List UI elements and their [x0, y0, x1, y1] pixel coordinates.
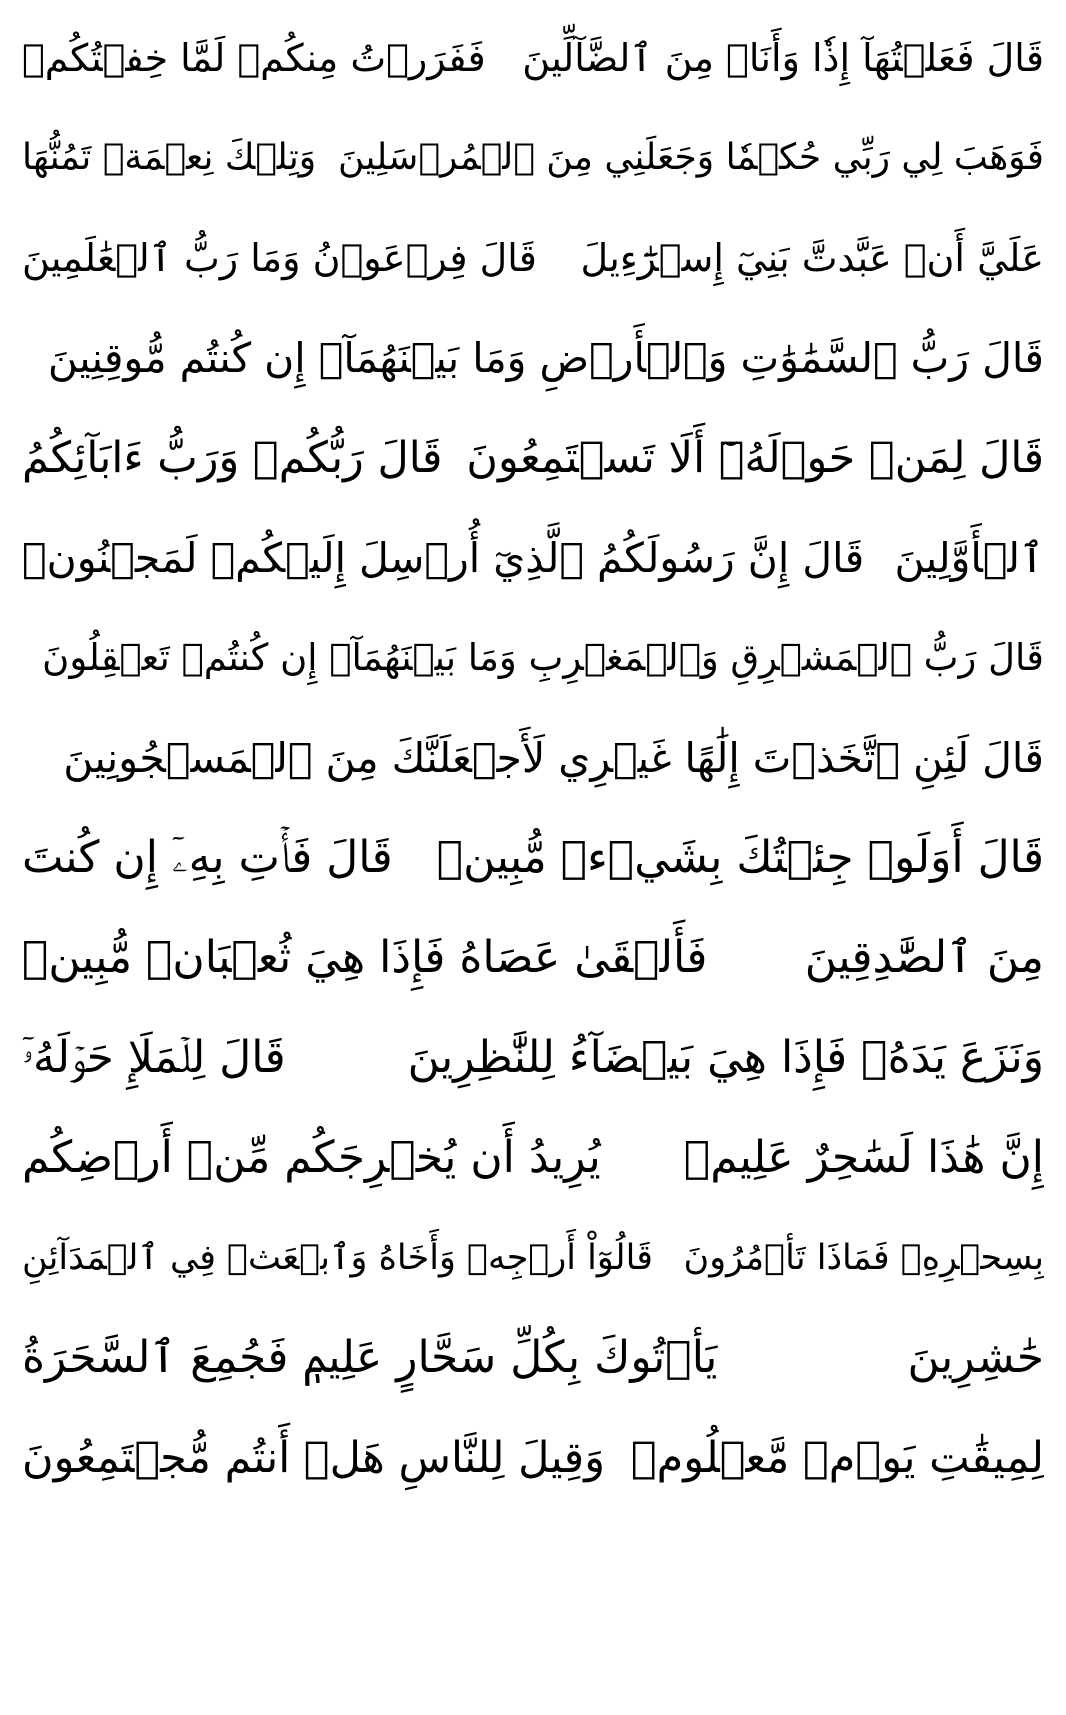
verse-text: عَلَيَّ أَنۡ عَبَّدتَّ بَنِيٓ إِسۡرَٰٓءِيلَ	[580, 236, 1044, 280]
verse-text: فَفَرَرۡتُ مِنكُمۡ لَمَّا خِفۡتُكُمۡ	[22, 36, 486, 80]
verse-line-11	[22, 1008, 1044, 1108]
verse-text: وَقِيلَ لِلنَّاسِ هَلۡ أَنتُم مُّجۡتَمِعُونَ	[22, 1433, 605, 1483]
verse-line-2	[22, 108, 1044, 208]
verse-text: وَتِلۡكَ نِعۡمَةٞ تَمُنُّهَا	[22, 137, 317, 178]
verse-text: قَالَ لِلۡمَلَإِ حَوۡلَهُۥٓ	[22, 1032, 286, 1083]
verse-line-4	[22, 308, 1044, 408]
verse-text: قَالَ رَبُّكُمۡ وَرَبُّ ءَابَآئِكُمُ	[22, 433, 443, 483]
verse-text: قَالَ رَبُّ ٱلۡمَشۡرِقِ وَٱلۡمَغۡرِبِ وَمَا بَيۡنَهُمَآۖ إِن كُنتُمۡ تَعۡقِلُونَ	[42, 636, 1044, 679]
verse-text: قَالَ رَبُّ ٱلسَّمَٰوَٰتِ وَٱلۡأَرۡضِ وَمَا بَيۡنَهُمَآۖ إِن كُنتُم مُّوقِنِينَ	[47, 334, 1044, 382]
verse-line-8	[22, 708, 1044, 808]
verse-line-6	[22, 508, 1044, 608]
verse-line-14	[22, 1308, 1044, 1408]
verse-text: قَالَ إِنَّ رَسُولَكُمُ ٱلَّذِيٓ أُرۡسِلَ إِلَيۡكُمۡ لَمَجۡنُونٞ	[22, 534, 865, 582]
verse-text: لِمِيقَٰتِ يَوۡمٖ مَّعۡلُومٖ	[630, 1433, 1044, 1483]
verse-text: فَأَلۡقَىٰ عَصَاهُ فَإِذَا هِيَ ثُعۡبَانٞ مُّبِينٞ	[22, 932, 708, 983]
verse-line-13	[22, 1208, 1044, 1308]
verse-text: مِنَ ٱلصَّٰدِقِينَ	[804, 932, 1044, 983]
verse-text: قَالَ فَأۡتِ بِهِۦٓ إِن كُنتَ	[22, 832, 393, 883]
verse-text: قَالَ لَئِنِ ٱتَّخَذۡتَ إِلَٰهًا غَيۡرِي لَأَجۡعَلَنَّكَ مِنَ ٱلۡمَسۡجُونِينَ	[63, 734, 1044, 782]
verse-line-7	[22, 608, 1044, 708]
verse-text: فَوَهَبَ لِي رَبِّي حُكۡمٗا وَجَعَلَنِي مِنَ ٱلۡمُرۡسَلِينَ	[338, 137, 1044, 178]
verse-text: قَالَ أَوَلَوۡ جِئۡتُكَ بِشَيۡءٖ مُّبِينٖ	[436, 832, 1044, 883]
verse-text: قَالَ فَعَلۡتُهَآ إِذٗا وَأَنَا۠ مِنَ ٱلضَّآلِّينَ	[522, 36, 1044, 80]
verse-text: يَأۡتُوكَ بِكُلِّ سَحَّارٍ عَلِيمٖ فَجُمِعَ ٱلسَّحَرَةُ	[22, 1332, 718, 1383]
verse-line-15	[22, 1408, 1044, 1508]
verse-line-3	[22, 208, 1044, 308]
verse-text: قَالُوٓاْ أَرۡجِهۡ وَأَخَاهُ وَٱبۡعَثۡ فِي ٱلۡمَدَآئِنِ	[22, 1238, 653, 1278]
verse-text: حَٰشِرِينَ	[907, 1332, 1044, 1383]
verse-text: بِسِحۡرِهِۦ فَمَاذَا تَأۡمُرُونَ	[683, 1238, 1044, 1278]
verse-text: قَالَ فِرۡعَوۡنُ وَمَا رَبُّ ٱلۡعَٰلَمِينَ	[22, 236, 537, 280]
verse-text: إِنَّ هَٰذَا لَسَٰحِرٌ عَلِيمٞ	[683, 1132, 1044, 1183]
verse-line-10	[22, 908, 1044, 1008]
verse-line-1	[22, 8, 1044, 108]
verse-text: وَنَزَعَ يَدَهُۥ فَإِذَا هِيَ بَيۡضَآءُ لِلنَّٰظِرِينَ	[407, 1032, 1044, 1083]
verse-text: قَالَ لِمَنۡ حَوۡلَهُۥٓ أَلَا تَسۡتَمِعُونَ	[466, 433, 1044, 483]
verse-line-9	[22, 808, 1044, 908]
verse-text: ٱلۡأَوَّلِينَ	[894, 534, 1044, 582]
verse-line-12	[22, 1108, 1044, 1208]
verse-line-5	[22, 408, 1044, 508]
verse-text: يُرِيدُ أَن يُخۡرِجَكُم مِّنۡ أَرۡضِكُم	[22, 1132, 601, 1183]
